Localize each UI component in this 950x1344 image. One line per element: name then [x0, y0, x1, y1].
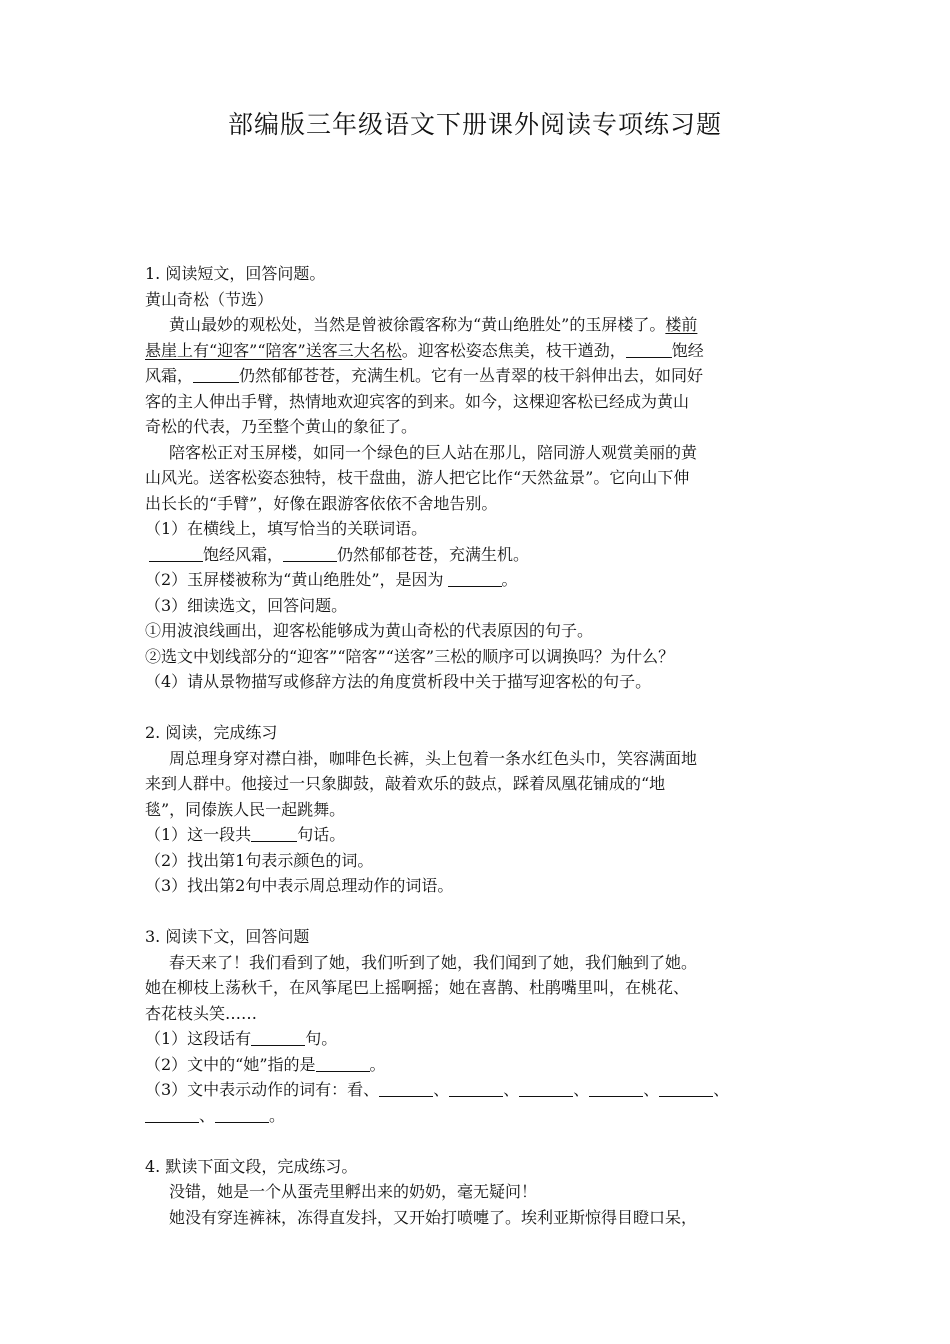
fill-blank[interactable] — [589, 1080, 643, 1097]
q1-sub-1: （1）在横线上，填写恰当的关联词语。 — [145, 519, 428, 538]
q4-passage-line: 没错，她是一个从蛋壳里孵出来的奶奶，毫无疑问！ — [169, 1182, 538, 1201]
q2-heading: 2. 阅读，完成练习 — [145, 723, 278, 742]
q1-passage-line: 陪客松正对玉屏楼，如同一个绿色的巨人站在那儿，陪同游人观赏美丽的黄 — [169, 442, 698, 462]
q1-passage-title: 黄山奇松（节选） — [145, 289, 274, 309]
fill-blank[interactable] — [145, 1106, 199, 1123]
q3-passage-line: 她在柳枝上荡秋千，在风筝尾巴上摇啊摇；她在喜鹊、杜鹃嘴里叫，在桃花、 — [145, 978, 690, 997]
page-title: 部编版三年级语文下册课外阅读专项练习题 — [227, 110, 722, 139]
fill-blank[interactable] — [316, 1055, 370, 1072]
q1-passage-line: 风霜， 仍然郁郁苍苍，充满生机。它有一丛青翠的枝干斜伸出去，如同好 — [145, 366, 704, 385]
q1-sub-3: （3）细读选文，回答问题。 — [145, 595, 348, 615]
q1-passage-line: 奇松的代表，乃至整个黄山的象征了。 — [145, 417, 418, 436]
fill-blank[interactable] — [449, 1080, 503, 1097]
q4-passage-line: 她没有穿连裤袜，冻得直发抖，又开始打喷嚏了。埃利亚斯惊得目瞪口呆， — [169, 1207, 698, 1227]
q1-heading: 1. 阅读短文，回答问题。 — [145, 264, 326, 283]
q3-sub-2: （2）文中的“她”指的是 。 — [145, 1054, 386, 1074]
q2-passage-line: 来到人群中。他接过一只象脚鼓，敲着欢乐的鼓点，踩着凤凰花铺成的“地 — [145, 774, 666, 793]
q2-passage-line: 毯”，同傣族人民一起跳舞。 — [145, 799, 346, 819]
q4-heading: 4. 默读下面文段，完成练习。 — [145, 1156, 358, 1176]
q2-sub-1: （1）这一段共 句话。 — [145, 825, 346, 844]
q1-sub-2: （2）玉屏楼被称为“黄山绝胜处”，是因为 。 — [145, 570, 518, 589]
underlined-text: 楼前 — [665, 315, 698, 334]
fill-blank[interactable] — [379, 1080, 433, 1097]
underlined-text: 悬崖上有“迎客”“陪客”送客三大名松 — [145, 340, 402, 360]
q1-passage-line: 出长长的“手臂”，好像在跟游客依依不舍地告别。 — [145, 493, 498, 513]
q2-passage-line: 周总理身穿对襟白褂，咖啡色长裤，头上包着一条水红色头巾，笑容满面地 — [169, 748, 698, 768]
fill-blank[interactable] — [659, 1080, 713, 1097]
q3-sub-3: （3）文中表示动作的词有：看、 、 、 、 、 、 — [145, 1080, 730, 1099]
fill-blank[interactable] — [448, 570, 502, 587]
fill-blank[interactable] — [283, 545, 337, 562]
fill-blank[interactable] — [193, 366, 239, 383]
q2-sub-2: （2）找出第1句表示颜色的词。 — [145, 850, 374, 870]
q3-sub-1: （1）这段话有 句。 — [145, 1029, 338, 1048]
q3-sub-3-cont: 、 。 — [145, 1103, 810, 1129]
fill-blank[interactable] — [215, 1106, 269, 1123]
q3-passage-line: 杏花枝头笑…… — [145, 1003, 258, 1023]
q1-passage-line: 黄山最妙的观松处，当然是曾被徐霞客称为“黄山绝胜处”的玉屏楼了。楼前 — [169, 315, 698, 334]
q3-passage-line: 春天来了！我们看到了她，我们听到了她，我们闻到了她，我们触到了她。 — [169, 952, 698, 972]
fill-blank[interactable] — [626, 341, 672, 358]
q1-sub-3-2: ②选文中划线部分的“迎客”“陪客”“送客”三松的顺序可以调换吗？为什么？ — [145, 646, 675, 666]
q1-sub-4: （4）请从景物描写或修辞方法的角度赏析段中关于描写迎客松的句子。 — [145, 672, 652, 691]
q1-passage-line: 悬崖上有“迎客”“陪客”送客三大名松。迎客松姿态焦美，枝干遒劲， 饱经 — [145, 340, 704, 360]
q2-sub-3: （3）找出第2句中表示周总理动作的词语。 — [145, 876, 454, 895]
q1-passage-line: 山风光。送客松姿态独特，枝干盘曲，游人把它比作“天然盆景”。它向山下伸 — [145, 468, 690, 487]
fill-blank[interactable] — [251, 1029, 305, 1046]
q1-sub-1-fill: 饱经风霜， 仍然郁郁苍苍，充满生机。 — [145, 542, 810, 568]
q1-sub-3-1: ①用波浪线画出，迎客松能够成为黄山奇松的代表原因的句子。 — [145, 621, 594, 640]
fill-blank[interactable] — [149, 545, 203, 562]
fill-blank[interactable] — [519, 1080, 573, 1097]
q3-heading: 3. 阅读下文，回答问题 — [145, 927, 310, 946]
fill-blank[interactable] — [251, 825, 297, 842]
q1-passage-line: 客的主人伸出手臂，热情地欢迎宾客的到来。如今，这棵迎客松已经成为黄山 — [145, 391, 690, 411]
document-body — [145, 261, 810, 1230]
